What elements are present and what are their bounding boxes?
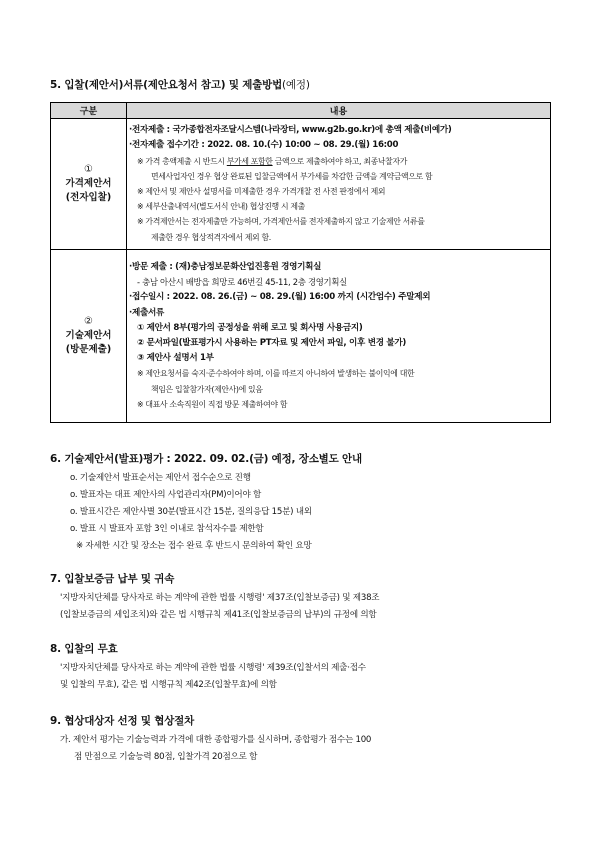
submission-table (50, 102, 551, 423)
col-header-category: 구분 (51, 103, 127, 119)
price-line-6: ※ 세부산출내역서(별도서식 안내) 협상진행 시 제출 (137, 202, 305, 212)
price-num: ① (84, 164, 93, 175)
section-5-note: (예정) (282, 79, 310, 91)
price-section-label (51, 119, 127, 250)
tech-line-5: ① 제안서 8부(평가의 공정성을 위해 로고 및 회사명 사용금지) (137, 322, 363, 333)
s8-line-1: '지방자치단체를 당사자로 하는 계약에 관한 법률 시행령' 제39조(입찰서의 제출·접수 (60, 663, 366, 673)
tech-line-8: ※ 제안요청서를 숙지·준수하여야 하며, 이를 따르지 아니하여 발생하는 불이익에 대한 (137, 369, 415, 379)
tech-line-1: ·방문 제출 : (재)충남정보문화산업진흥원 경영기획실 (129, 261, 322, 272)
price-label-2: (전자입찰) (65, 192, 112, 203)
section-6-heading: 6. 기술제안서(발표)평가 : 2022. 09. 02.(금) 예정, 장소별도 안내 (50, 453, 362, 465)
s6-note: ※ 자세한 시간 및 장소는 접수 완료 후 반드시 문의하여 확인 요망 (76, 541, 312, 551)
price-line-2: ·전자제출 접수기간 : 2022. 08. 10.(수) 10:00 ~ 08. 29.(월) 16:00 (129, 140, 399, 151)
s6-item-4: o. 발표 시 발표자 포함 3인 이내로 참석자수를 제한함 (70, 524, 264, 534)
tech-label-2: (방문제출) (65, 344, 112, 355)
section-7-heading: 7. 입찰보증금 납부 및 귀속 (50, 573, 175, 585)
price-line-1: ·전자제출 : 국가종합전자조달시스템(나라장터, www.g2b.go.kr)에 총액 제출(비예가) (129, 125, 452, 136)
tech-line-3: ·접수일시 : 2022. 08. 26.(금) ~ 08. 29.(월) 16:00 까지 (시간엄수) 주말제외 (129, 292, 431, 303)
price-content (127, 119, 551, 250)
tech-label-1: 기술제안서 (65, 330, 112, 341)
s8-line-2: 및 입찰의 무효), 같은 법 시행규칙 제42조(입찰무효)에 의함 (60, 680, 277, 690)
price-line-7: ※ 가격제안서는 전자제출만 가능하며, 가격제안서를 전자제출하지 않고 기술제안 서류를 (137, 217, 425, 227)
tech-line-10: ※ 대표사 소속직원이 직접 방문 제출하여야 함 (137, 399, 288, 409)
tech-line-7: ③ 제안사 설명서 1부 (137, 353, 214, 364)
price-line-5: ※ 제안서 및 제안사 설명서를 미제출한 경우 가격개찰 전 사전 판정에서 제외 (137, 187, 386, 196)
tech-num: ② (84, 316, 93, 327)
table-row-tech (51, 250, 551, 423)
table-header-row (51, 103, 551, 119)
section-5-title: 5. 입찰(제안서)서류(제안요청서 참고) 및 제출방법 (50, 79, 283, 91)
tech-line-9: 책임은 입찰참가자(제안사)에 있음 (151, 384, 263, 394)
tech-section-label (51, 250, 127, 423)
section-5-heading (50, 77, 310, 92)
tech-line-2: - 충남 아산시 배방읍 희망로 46번길 45-11, 2층 경영기획실 (137, 277, 347, 288)
s7-line-2: (입찰보증금의 세입조치)와 같은 법 시행규칙 제41조(입찰보증금의 납부)의 규정에 의함 (60, 610, 377, 620)
price-line-3: ※ 가격 총액제출 시 반드시 부가세 포함한 금액으로 제출하여야 하고, 최종낙찰자가 (137, 156, 408, 166)
tech-content (127, 250, 551, 423)
vat-underline: 부가세 포함한 (226, 156, 273, 166)
s7-line-1: '지방자치단체를 당사자로 하는 계약에 관한 법률 시행령' 제37조(입찰보증금) 및 제38조 (60, 593, 380, 603)
s6-item-3: o. 발표시간은 제안사별 30분(발표시간 15분, 질의응답 15분) 내외 (70, 507, 312, 517)
tech-line-6: ② 문서파일(발표평가시 사용하는 PT자료 및 제안서 파일, 이후 변경 불가) (137, 338, 407, 348)
price-line-8: 제출한 경우 협상적격자에서 제외 함. (151, 232, 271, 242)
table-row-price (51, 119, 551, 250)
section-8-heading: 8. 입찰의 무효 (50, 643, 118, 655)
section-9-heading: 9. 협상대상자 선정 및 협상절차 (50, 715, 195, 727)
price-line-4: 면세사업자인 경우 협상 완료된 입찰금액에서 부가세를 차감한 금액을 계약금액으로 함 (151, 171, 433, 181)
s9-line-1: 가. 제안서 평가는 기술능력과 가격에 대한 종합평가를 실시하며, 종합평가 점수는 100 (60, 735, 372, 745)
s6-item-2: o. 발표자는 대표 제안사의 사업관리자(PM)이어야 함 (70, 490, 262, 500)
price-label-1: 가격제안서 (65, 178, 112, 189)
s9-line-2: 점 만점으로 기술능력 80점, 입찰가격 20점으로 함 (74, 752, 258, 762)
col-header-content: 내용 (127, 103, 551, 119)
s6-item-1: o. 기술제안서 발표순서는 제안서 접수순으로 진행 (70, 473, 251, 483)
tech-line-4: ·제출서류 (129, 307, 164, 318)
